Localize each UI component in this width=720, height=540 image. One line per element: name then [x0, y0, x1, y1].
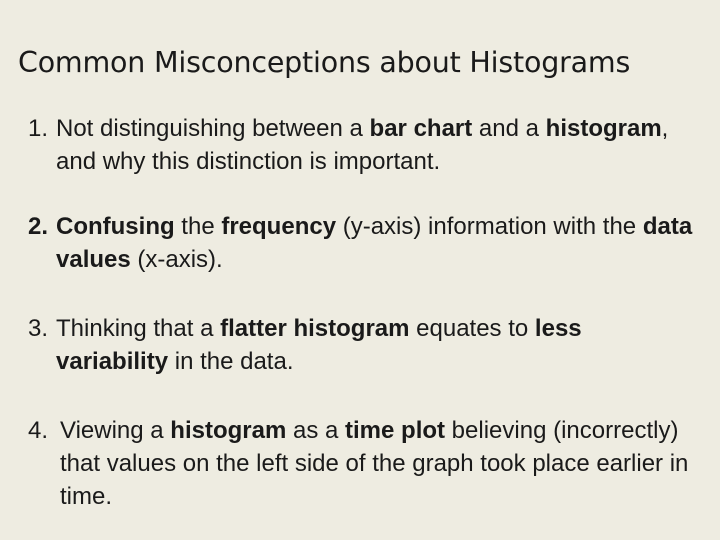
bold-term: time plot [345, 417, 446, 444]
text-segment: (x-axis). [130, 246, 223, 273]
text-segment: as a [286, 417, 346, 444]
text-segment: believing (incorrectly) that values on the left side of the graph took place earlier in time. [60, 417, 689, 510]
list-item-text [28, 312, 698, 378]
bold-term: histogram [170, 417, 287, 444]
slide-title: Common Misconceptions about Histograms [18, 46, 631, 79]
list-item [28, 414, 698, 513]
list-item-text [28, 414, 698, 513]
text-segment: Viewing a [60, 417, 171, 444]
list-item-number: 3. [28, 315, 49, 342]
text-segment: equates to [409, 315, 535, 342]
list-item-text [28, 210, 698, 276]
list-item-number: 2. [28, 213, 49, 240]
list-item [28, 112, 698, 178]
text-segment: in the data. [168, 348, 294, 375]
bold-term: data values [56, 213, 693, 273]
list-item-number: 1. [28, 115, 49, 142]
bold-term: frequency [221, 213, 337, 240]
text-segment: (y-axis) information with the [336, 213, 643, 240]
list-item-text [28, 112, 698, 178]
bold-term: less variability [56, 315, 582, 375]
text-segment: Thinking that a [56, 315, 221, 342]
bold-term: bar chart [369, 115, 473, 142]
list-item [28, 210, 698, 276]
bold-term: flatter histogram [220, 315, 410, 342]
text-segment: Not distinguishing between a [56, 115, 370, 142]
text-segment: , and why this distinction is important. [56, 115, 669, 175]
text-segment: and a [472, 115, 546, 142]
list-item [28, 312, 698, 378]
list-item-number: 4. [28, 417, 49, 444]
text-segment: the [174, 213, 222, 240]
bold-term: histogram [545, 115, 662, 142]
bold-term: Confusing [56, 213, 175, 240]
